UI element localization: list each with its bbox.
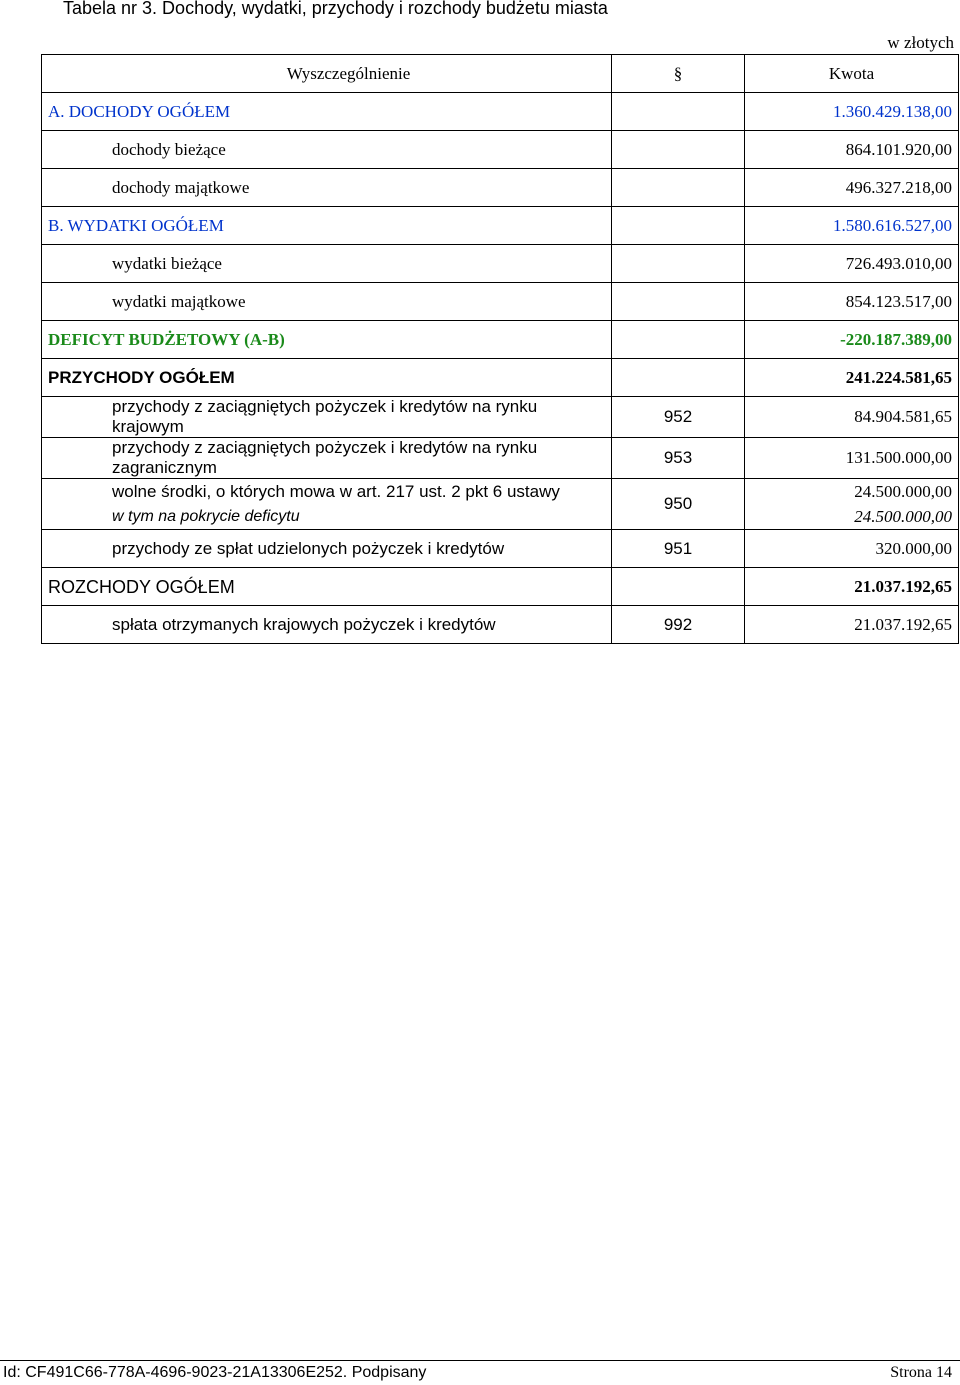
row-label: wydatki bieżące bbox=[42, 245, 612, 283]
footer-divider bbox=[0, 1360, 960, 1361]
row-paragraph: 953 bbox=[612, 438, 745, 479]
row-paragraph bbox=[612, 283, 745, 321]
header-paragraph: § bbox=[612, 55, 745, 93]
row-paragraph bbox=[612, 169, 745, 207]
row-label: dochody majątkowe bbox=[42, 169, 612, 207]
row-label: A. DOCHODY OGÓŁEM bbox=[42, 93, 612, 131]
table-row bbox=[42, 479, 959, 530]
header-amount: Kwota bbox=[745, 55, 959, 93]
row-amount: 24.500.000,00 bbox=[854, 482, 952, 501]
unit-label: w złotych bbox=[887, 33, 954, 52]
table-row bbox=[42, 397, 959, 438]
row-sublabel: w tym na pokrycie deficytu bbox=[112, 508, 300, 525]
row-label-group bbox=[42, 479, 612, 530]
row-label: dochody bieżące bbox=[42, 131, 612, 169]
row-amount: 320.000,00 bbox=[745, 530, 959, 568]
row-label: ROZCHODY OGÓŁEM bbox=[42, 568, 612, 606]
row-amount: 726.493.010,00 bbox=[745, 245, 959, 283]
row-label: przychody z zaciągniętych pożyczek i kredytów na rynku krajowym bbox=[42, 397, 612, 438]
row-amount: -220.187.389,00 bbox=[745, 321, 959, 359]
row-amount: 1.360.429.138,00 bbox=[745, 93, 959, 131]
row-paragraph bbox=[612, 207, 745, 245]
table-header-row bbox=[42, 55, 959, 93]
row-subamount: 24.500.000,00 bbox=[854, 507, 952, 526]
row-paragraph bbox=[612, 93, 745, 131]
row-label: B. WYDATKI OGÓŁEM bbox=[42, 207, 612, 245]
row-amount: 1.580.616.527,00 bbox=[745, 207, 959, 245]
row-label: wolne środki, o których mowa w art. 217 ust. 2 pkt 6 ustawy bbox=[112, 482, 560, 501]
document-title: Tabela nr 3. Dochody, wydatki, przychody i rozchody budżetu miasta bbox=[63, 0, 608, 18]
table-row bbox=[42, 530, 959, 568]
row-paragraph: 952 bbox=[612, 397, 745, 438]
row-paragraph: 992 bbox=[612, 606, 745, 644]
row-label: przychody z zaciągniętych pożyczek i kredytów na rynku zagranicznym bbox=[42, 438, 612, 479]
row-label: PRZYCHODY OGÓŁEM bbox=[42, 359, 612, 397]
table-row bbox=[42, 169, 959, 207]
table-row bbox=[42, 283, 959, 321]
row-amount: 131.500.000,00 bbox=[745, 438, 959, 479]
table-row bbox=[42, 568, 959, 606]
row-amount: 864.101.920,00 bbox=[745, 131, 959, 169]
row-amount: 241.224.581,65 bbox=[745, 359, 959, 397]
row-paragraph bbox=[612, 568, 745, 606]
footer-page-number: Strona 14 bbox=[890, 1364, 952, 1381]
row-paragraph bbox=[612, 245, 745, 283]
row-amount: 496.327.218,00 bbox=[745, 169, 959, 207]
row-label: wydatki majątkowe bbox=[42, 283, 612, 321]
row-paragraph bbox=[612, 131, 745, 169]
row-paragraph: 950 bbox=[612, 479, 745, 530]
row-label: DEFICYT BUDŻETOWY (A-B) bbox=[42, 321, 612, 359]
header-description: Wyszczególnienie bbox=[42, 55, 612, 93]
footer-document-id: Id: CF491C66-778A-4696-9023-21A13306E252. Podpisany bbox=[3, 1364, 427, 1381]
row-amount: 84.904.581,65 bbox=[745, 397, 959, 438]
row-label: przychody ze spłat udzielonych pożyczek i kredytów bbox=[42, 530, 612, 568]
table-row bbox=[42, 438, 959, 479]
row-paragraph: 951 bbox=[612, 530, 745, 568]
row-label: spłata otrzymanych krajowych pożyczek i kredytów bbox=[42, 606, 612, 644]
row-amount-group bbox=[745, 479, 959, 530]
table-row bbox=[42, 207, 959, 245]
table-row bbox=[42, 606, 959, 644]
budget-table bbox=[41, 54, 959, 644]
row-amount: 21.037.192,65 bbox=[745, 568, 959, 606]
table-row bbox=[42, 245, 959, 283]
row-amount: 21.037.192,65 bbox=[745, 606, 959, 644]
table-row bbox=[42, 93, 959, 131]
table-row bbox=[42, 359, 959, 397]
row-amount: 854.123.517,00 bbox=[745, 283, 959, 321]
table-row bbox=[42, 321, 959, 359]
table-row bbox=[42, 131, 959, 169]
row-paragraph bbox=[612, 359, 745, 397]
row-paragraph bbox=[612, 321, 745, 359]
